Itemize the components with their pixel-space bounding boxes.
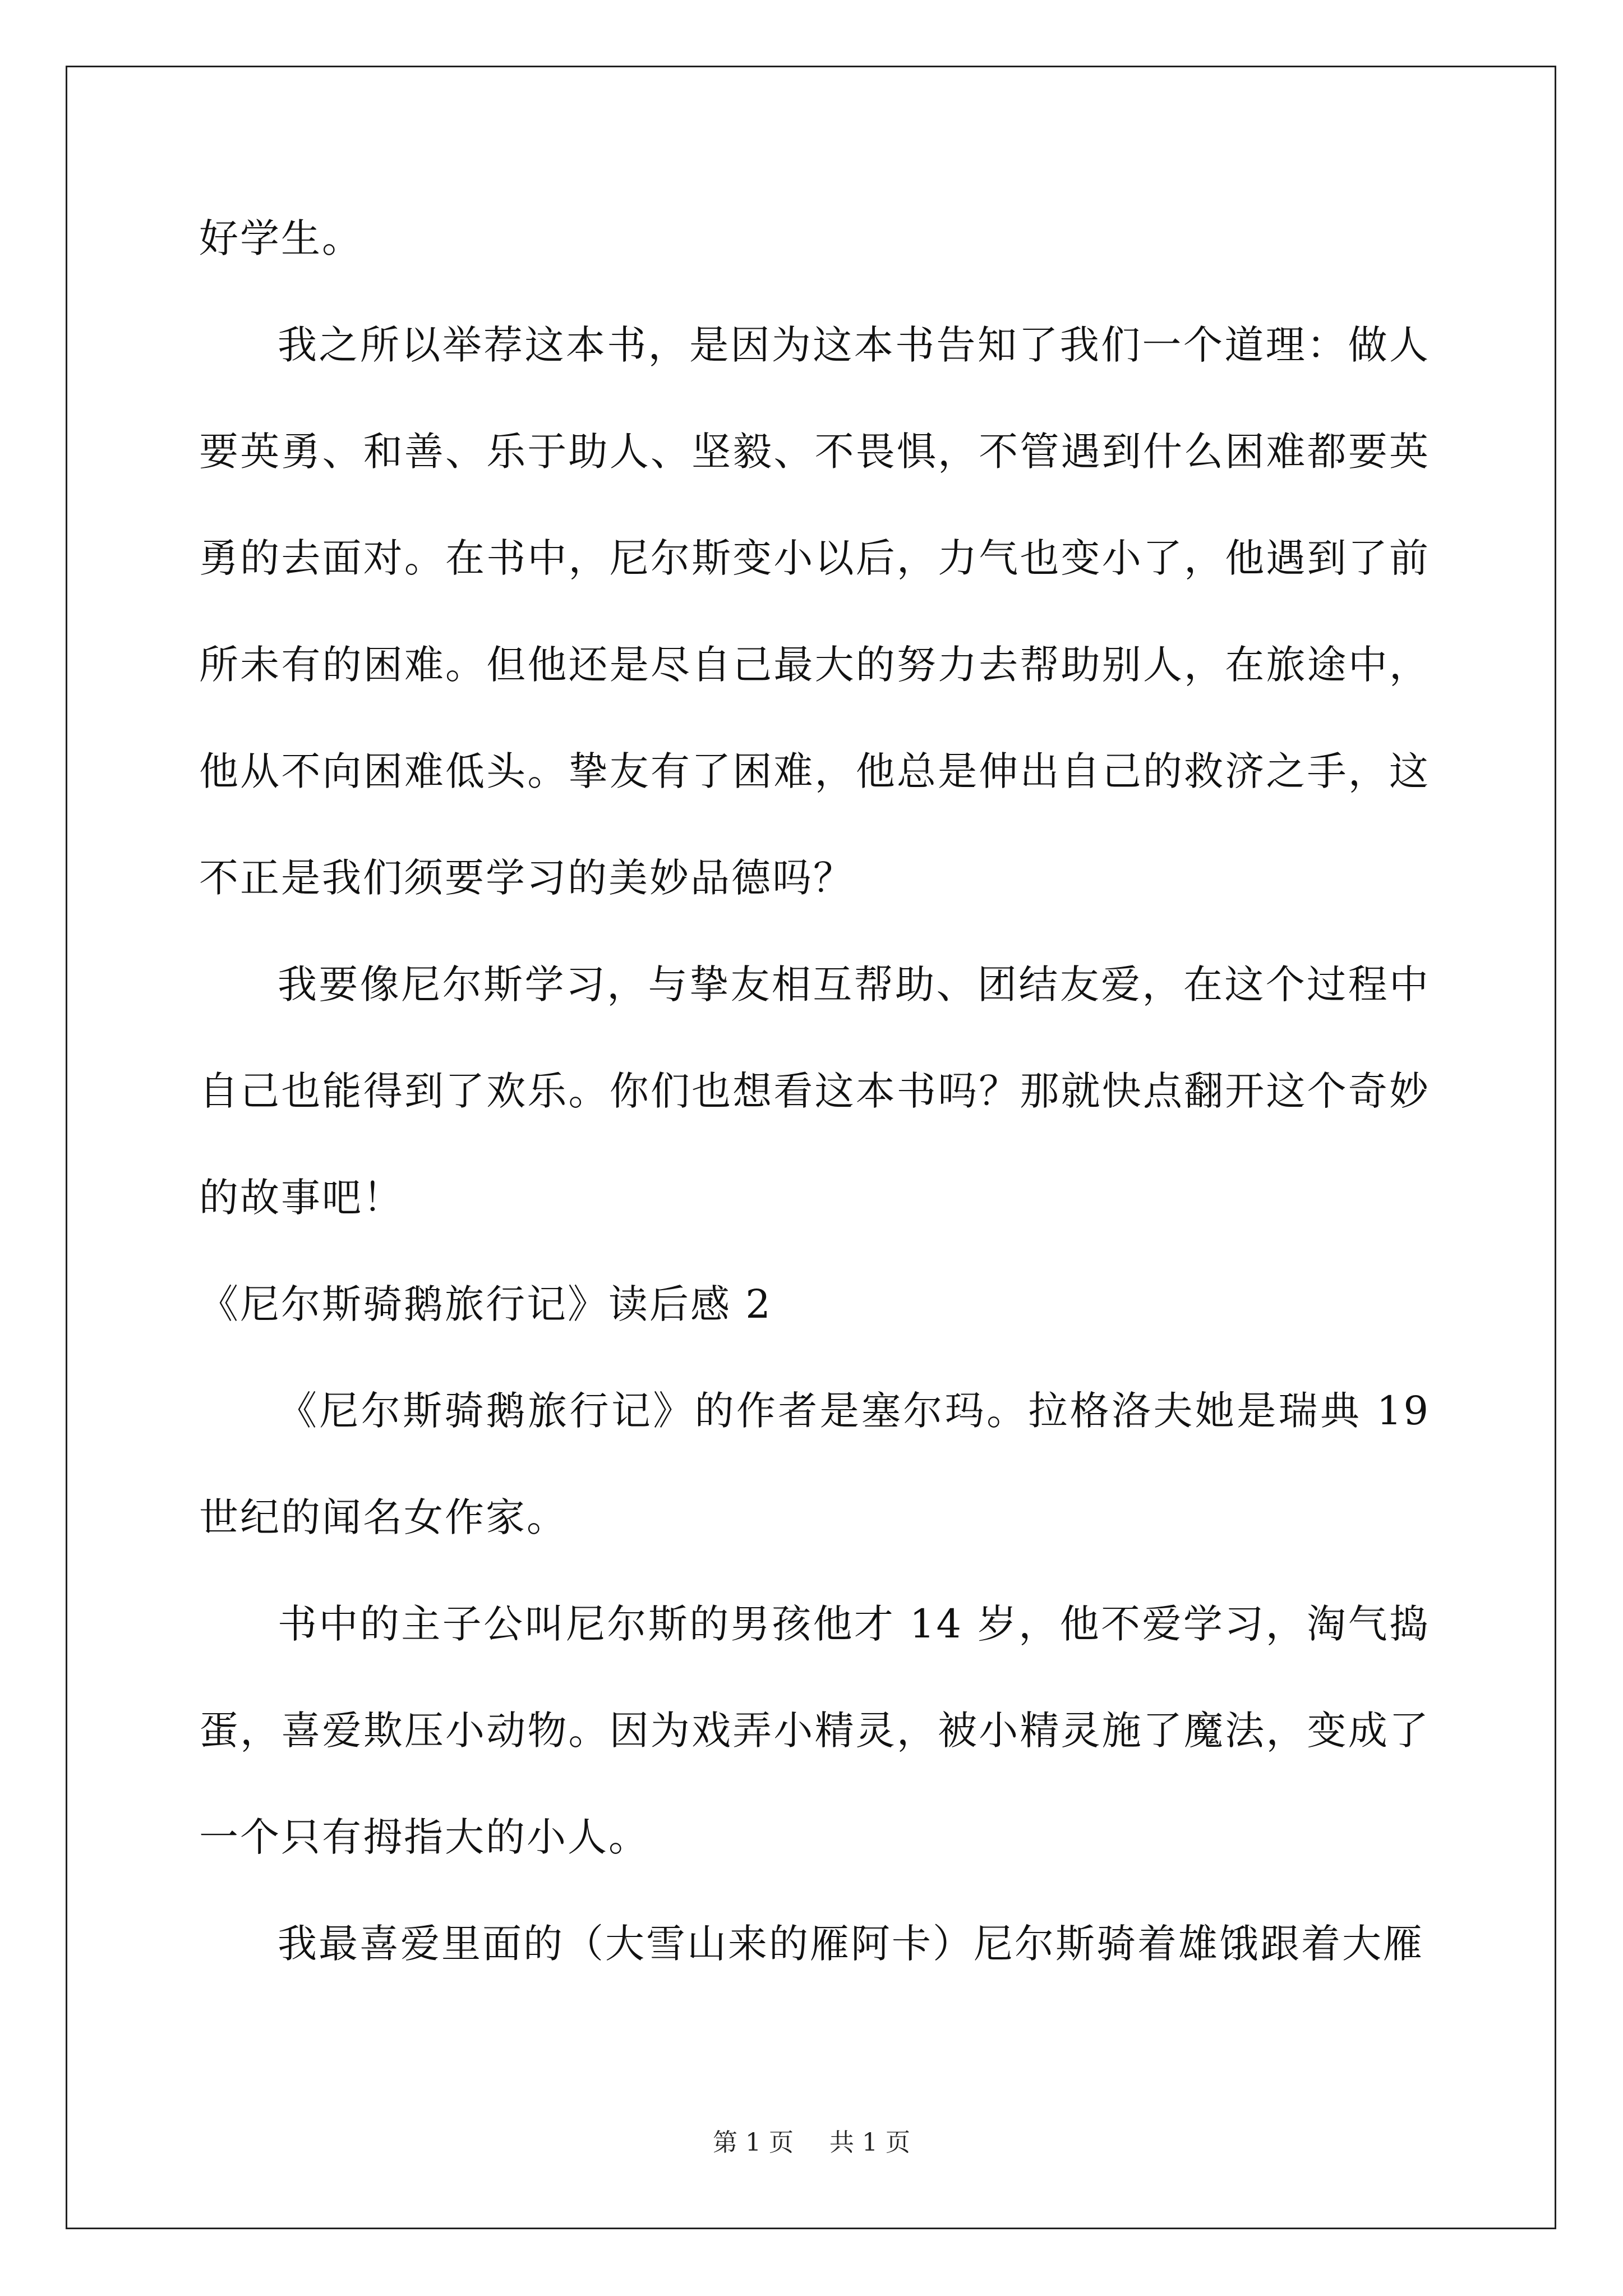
paragraph: 我之所以举荐这本书，是因为这本书告知了我们一个道理：做人要英勇、和善、乐于助人、坚毅、不畏惧，不管遇到什么困难都要英勇的去面对。在书中，尼尔斯变小以后，力气也变小了，他遇到了前所未有的困难。但他还是尽自己最大的努力去帮助别人，在旅途中，他从不向困难低头。挚友有了困难，他总是伸出自己的救济之手，这不正是我们须要学习的美妙品德吗？	[199, 322, 1430, 901]
paragraph: 书中的主子公叫尼尔斯的男孩他才 14 岁，他不爱学习，淘气捣蛋，喜爱欺压小动物。因为戏弄小精灵，被小精灵施了魔法，变成了一个只有拇指大的小人。	[199, 1601, 1430, 1860]
paragraph: 我要像尼尔斯学习，与挚友相互帮助、团结友爱，在这个过程中自己也能得到了欢乐。你们也想看这本书吗？那就快点翻开这个奇妙的故事吧！	[199, 961, 1430, 1221]
page-number: 第 1 页	[713, 2128, 794, 2157]
page-total: 共 1 页	[829, 2128, 910, 2157]
paragraph: 《尼尔斯骑鹅旅行记》的作者是塞尔玛。拉格洛夫她是瑞典 19 世纪的闻名女作家。	[199, 1388, 1430, 1540]
page-footer	[0, 2126, 1623, 2160]
paragraph: 我最喜爱里面的（大雪山来的雁阿卡）尼尔斯骑着雄饿跟着大雁	[278, 1921, 1424, 1967]
section-heading: 《尼尔斯骑鹅旅行记》读后感 2	[199, 1281, 772, 1327]
paragraph: 好学生。	[199, 215, 363, 261]
document-body	[199, 185, 1430, 1997]
